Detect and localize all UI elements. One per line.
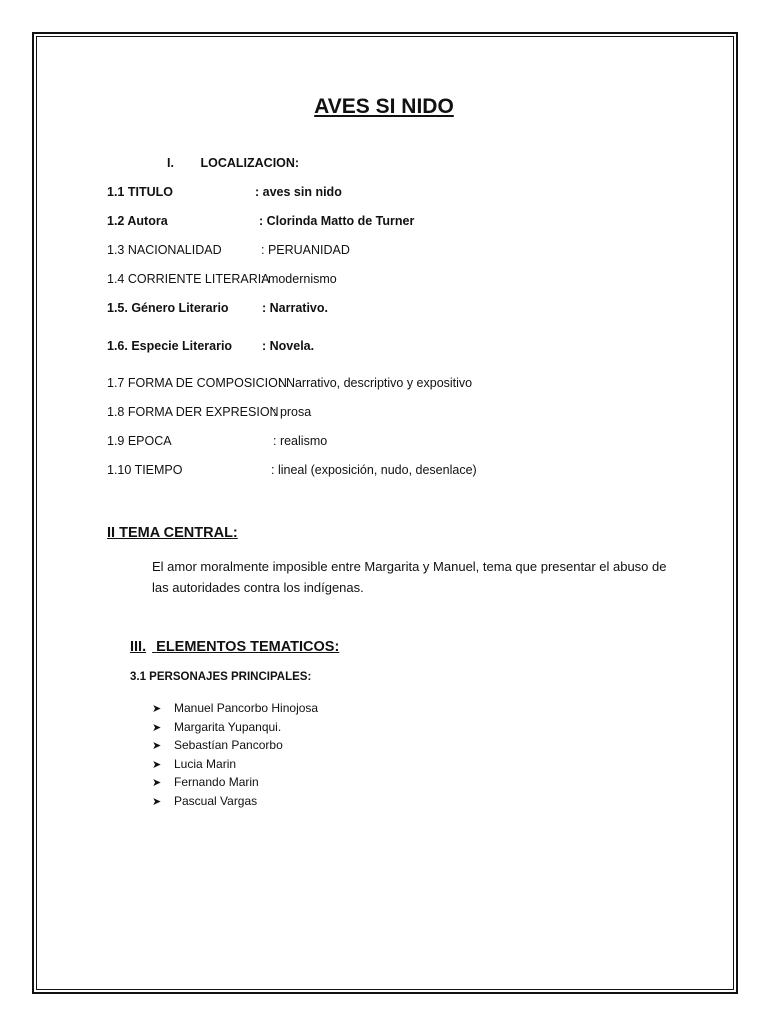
character-name: Manuel Pancorbo Hinojosa	[174, 701, 319, 715]
list-item	[152, 755, 318, 774]
field-row-forma-expresion	[107, 405, 312, 419]
field-row-genero-literario	[107, 301, 328, 315]
section-numeral: I.	[167, 156, 174, 170]
field-label: 1.3 NACIONALIDAD	[107, 243, 222, 257]
field-label: 1.7 FORMA DE COMPOSICION	[107, 376, 287, 390]
character-name: Pascual Vargas	[174, 793, 258, 808]
field-row-nacionalidad	[107, 243, 350, 257]
document-title: AVES SI NIDO	[314, 95, 454, 118]
list-item	[152, 736, 318, 755]
arrowhead-bullet-icon: ➤	[152, 795, 162, 808]
field-row-epoca	[107, 434, 328, 448]
field-row-titulo	[107, 185, 342, 199]
field-row-corriente-literaria	[107, 272, 337, 286]
arrowhead-bullet-icon: ➤	[152, 758, 162, 771]
field-value: : Clorinda Matto de Turner	[259, 214, 415, 228]
personajes-principales-subheading: 3.1 PERSONAJES PRINCIPALES:	[130, 671, 312, 683]
field-row-autora	[107, 214, 415, 228]
field-label: 1.1 TITULO	[107, 185, 173, 199]
section-numeral: III.	[130, 639, 147, 655]
arrowhead-bullet-icon: ➤	[152, 721, 162, 734]
section-tema-central-heading: II TEMA CENTRAL:	[107, 525, 238, 541]
character-name: Margarita Yupanqui.	[174, 719, 282, 734]
arrowhead-bullet-icon: ➤	[152, 740, 162, 752]
section-elementos-tematicos-heading	[130, 639, 339, 655]
field-value: : lineal (exposición, nudo, desenlace)	[271, 463, 477, 477]
field-label: 1.2 Autora	[107, 214, 168, 228]
character-list	[152, 699, 318, 810]
character-name: Lucia Marin	[174, 756, 237, 771]
section-heading-text: LOCALIZACION:	[200, 156, 300, 170]
list-item	[152, 718, 318, 737]
field-value: : Novela.	[262, 339, 315, 353]
field-label: 1.10 TIEMPO	[107, 463, 183, 477]
section-localizacion-heading	[167, 156, 299, 170]
field-value: : realismo	[273, 434, 328, 448]
field-label: 1.8 FORMA DER EXPRESION	[107, 405, 279, 419]
field-label: 1.6. Especie Literario	[107, 339, 233, 353]
field-value: : Narrativo, descriptivo y expositivo	[279, 376, 473, 390]
character-name: Sebastían Pancorbo	[174, 738, 283, 752]
arrowhead-bullet-icon: ➤	[152, 703, 162, 715]
character-name: Fernando Marin	[174, 775, 259, 789]
list-item	[152, 792, 318, 811]
field-row-forma-composicion	[107, 376, 473, 390]
page-border-inner	[36, 36, 734, 990]
field-value: : prosa	[273, 405, 312, 419]
section-heading-text: ELEMENTOS TEMATICOS:	[156, 639, 340, 655]
field-value: : aves sin nido	[255, 185, 342, 199]
field-label: 1.9 EPOCA	[107, 434, 172, 448]
list-item	[152, 699, 318, 718]
tema-central-paragraph: El amor moralmente imposible entre Margarita y Manuel, tema que presentar el abuso de las autoridades contra los indígenas.	[152, 559, 667, 595]
field-value: : modernismo	[261, 272, 337, 286]
field-label: 1.5. Género Literario	[107, 301, 229, 315]
field-row-especie-literario	[107, 339, 315, 353]
field-row-tiempo	[107, 463, 477, 477]
field-value: : Narrativo.	[262, 301, 328, 315]
field-label: 1.4 CORRIENTE LITERARIA	[107, 272, 270, 286]
arrowhead-bullet-icon: ➤	[152, 777, 162, 789]
field-value: : PERUANIDAD	[261, 243, 350, 257]
list-item	[152, 773, 318, 792]
